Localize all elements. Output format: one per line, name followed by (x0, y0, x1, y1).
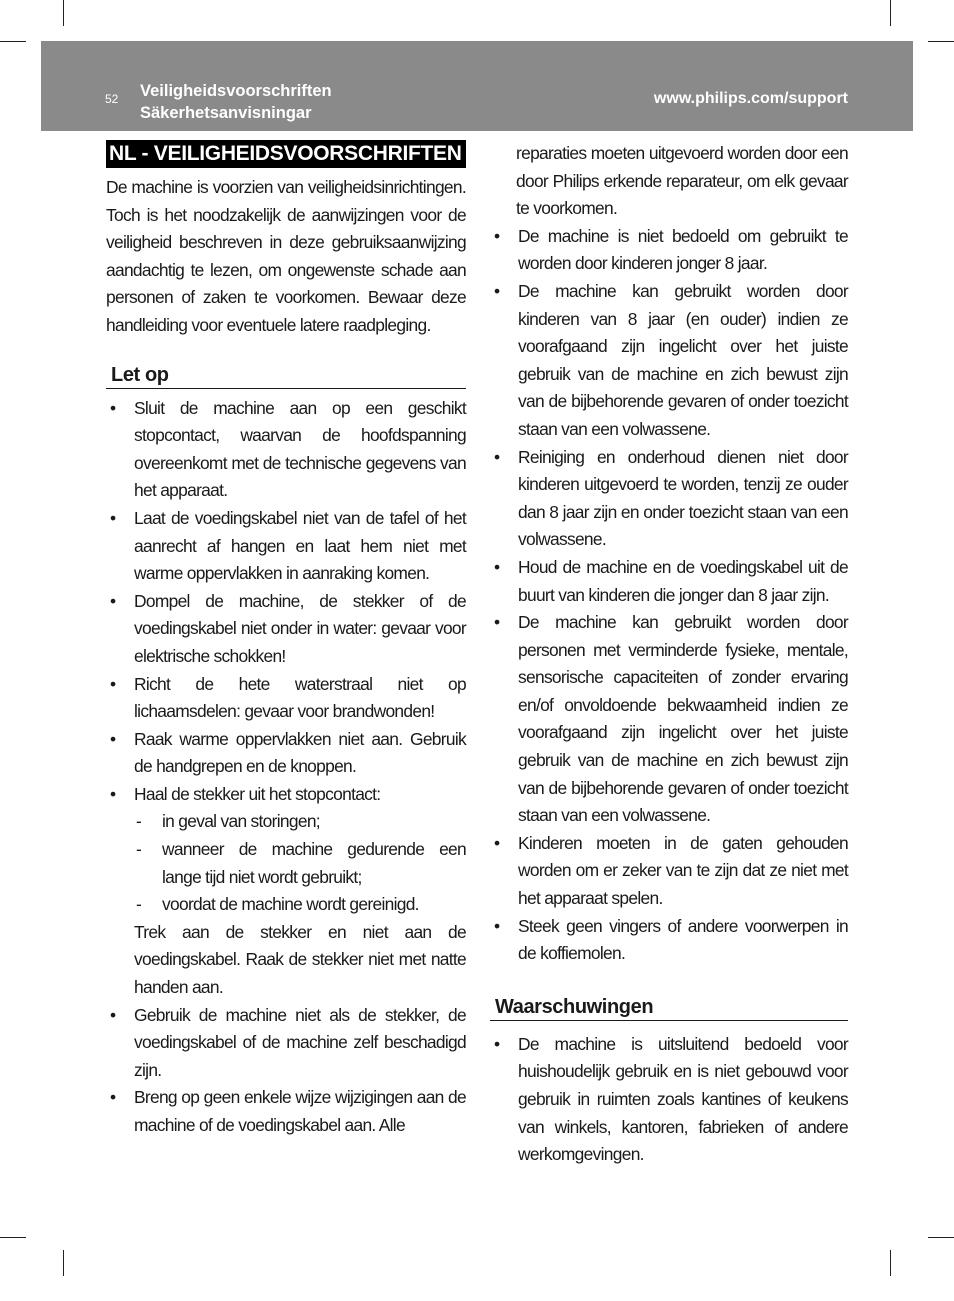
list-item-text: Haal de stekker uit het stopcontact: (134, 783, 381, 804)
list-item: • De machine kan gebruikt worden door kinderen van 8 jaar (en ouder) indien ze voorafgaand zijn ingelicht over het juiste gebruik van de machine en zich bewust zijn van de bijbehorende gevaren of onder toezicht staan van een volwassene. (490, 278, 848, 444)
header-titles (140, 80, 332, 124)
list-item: • Richt de hete waterstraal niet op lichaamsdelen: gevaar voor brandwonden! (106, 671, 466, 726)
section-heading: NL - VEILIGHEIDSVOORSCHRIFTEN (106, 140, 466, 168)
crop-mark (63, 1250, 64, 1276)
sub-list (134, 808, 466, 918)
subheading-let-op: Let op (106, 362, 466, 389)
list-item: • Steek geen vingers of andere voorwerpen in de koffiemolen. (490, 913, 848, 968)
list-item (106, 781, 466, 1002)
list-item: • Laat de voedingskabel niet van de tafel of het aanrecht af hangen en laat hem niet met warme oppervlakken in aanraking komen. (106, 505, 466, 588)
crop-mark (890, 0, 891, 26)
left-column (106, 140, 466, 1140)
sub-list-item: - voordat de machine wordt gereinigd. (134, 891, 466, 919)
right-column (490, 140, 848, 1169)
list-item: • Kinderen moeten in de gaten gehouden worden om er zeker van te zijn dat ze niet met het apparaat spelen. (490, 830, 848, 913)
crop-mark (0, 41, 26, 42)
subheading-waarschuwingen: Waarschuwingen (490, 994, 848, 1021)
header-title-nl: Veiligheidsvoorschriften (140, 82, 332, 100)
crop-mark (928, 1237, 954, 1238)
list-item: • Raak warme oppervlakken niet aan. Gebruik de handgrepen en de knoppen. (106, 726, 466, 781)
list-item: • Gebruik de machine niet als de stekker, de voedingskabel of de machine zelf beschadigd zijn. (106, 1002, 466, 1085)
list-item: • Houd de machine en de voedingskabel uit de buurt van kinderen die jonger dan 8 jaar zijn. (490, 554, 848, 609)
crop-mark (890, 1250, 891, 1276)
crop-mark (63, 0, 64, 26)
page-number: 52 (105, 92, 119, 106)
sub-list-item: - in geval van storingen; (134, 808, 466, 836)
crop-mark (0, 1237, 26, 1238)
list-item: • De machine kan gebruikt worden door personen met verminderde fysieke, mentale, sensorische capaciteiten of zonder ervaring en/of onvoldoende bekwaamheid indien ze voorafgaand zijn ingelicht over het juiste gebruik van de machine en zich bewust zijn van de bijbehorende gevaren of onder toezicht staan van een volwassene. (490, 609, 848, 830)
continuation-text: reparaties moeten uitgevoerd worden door een door Philips erkende reparateur, om elk gevaar te voorkomen. (516, 143, 848, 219)
sub-note: Trek aan de stekker en niet aan de voedingskabel. Raak de stekker niet met natte handen aan. (134, 921, 466, 998)
list-item: • Dompel de machine, de stekker of de voedingskabel niet onder in water: gevaar voor elektrische schokken! (106, 588, 466, 671)
let-op-list (106, 395, 466, 1140)
intro-paragraph: De machine is voorzien van veiligheidsinrichtingen. Toch is het noodzakelijk de aanwijzingen voor de veiligheid beschreven in deze gebruiksaanwijzing aandachtig te lezen, om ongewenste schade aan personen of zaken te voorkomen. Bewaar deze handleiding voor eventuele latere raadpleging. (106, 177, 466, 335)
safety-list (490, 223, 848, 968)
warnings-list (490, 1031, 848, 1169)
list-item: • De machine is niet bedoeld om gebruikt te worden door kinderen jonger 8 jaar. (490, 223, 848, 278)
list-item: • Sluit de machine aan op een geschikt stopcontact, waarvan de hoofdspanning overeenkomt met de technische gegevens van het apparaat. (106, 395, 466, 505)
support-url: www.philips.com/support (653, 90, 848, 107)
crop-mark (928, 41, 954, 42)
header-title-sv: Säkerhetsanvisningar (140, 104, 312, 122)
list-item: • Reiniging en onderhoud dienen niet door kinderen uitgevoerd te worden, tenzij ze ouder dan 8 jaar zijn en onder toezicht staan van een volwassene. (490, 444, 848, 554)
list-item: • De machine is uitsluitend bedoeld voor huishoudelijk gebruik en is niet gebouwd voor gebruik in ruimten zoals kantines of keukens van winkels, kantoren, fabrieken of andere werkomgevingen. (490, 1031, 848, 1169)
sub-list-item: - wanneer de machine gedurende een lange tijd niet wordt gebruikt; (134, 836, 466, 891)
list-item: • Breng op geen enkele wijze wijzigingen aan de machine of de voedingskabel aan. Alle (106, 1084, 466, 1139)
